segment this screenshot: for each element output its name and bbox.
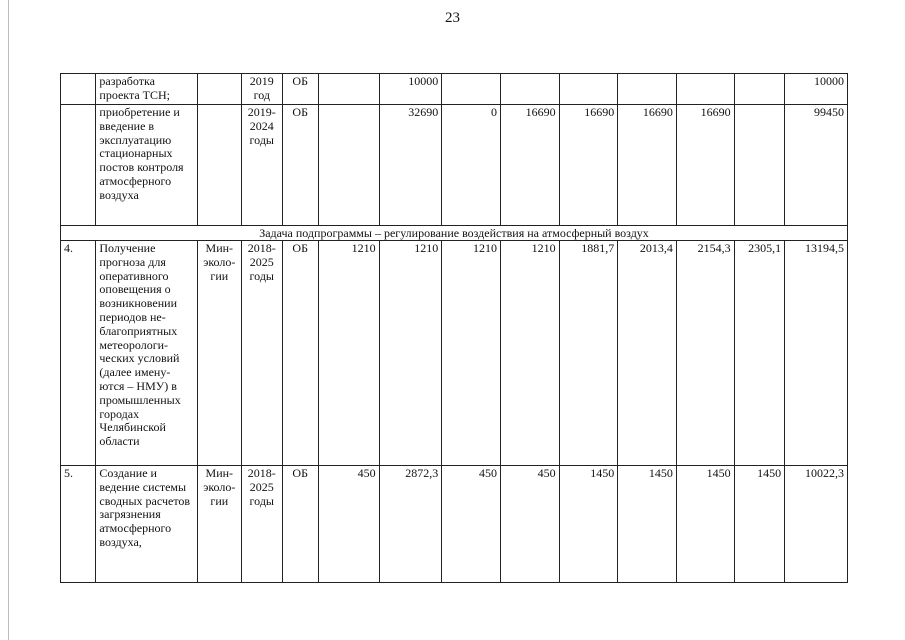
funding-source: ОБ [282,241,318,466]
value-cell: 1210 [500,241,559,466]
value-cell [442,74,501,105]
activity-name: Получение прогноза для оперативного оповещения о возникновении периодов не-благоприятных метеорологи-ческих условий (далее имену-ются – НМУ) в промышленных городах Челябинской области [96,241,197,466]
value-cell: 2872,3 [379,466,442,583]
value-cell [559,74,618,105]
period: 2018-2025 годы [242,466,282,583]
value-cell [500,74,559,105]
page-number: 23 [445,10,460,26]
value-cell: 1450 [734,466,785,583]
table-row [61,105,848,226]
table-row [61,466,848,583]
period: 2018-2025 годы [242,241,282,466]
value-cell: 1210 [318,241,379,466]
activity-name: приобретение и введение в эксплуатацию стационарных постов контроля атмосферного воздуха [96,105,197,226]
value-cell [318,74,379,105]
value-cell: 1450 [559,466,618,583]
total-cell: 10022,3 [785,466,848,583]
value-cell: 16690 [676,105,734,226]
value-cell: 1881,7 [559,241,618,466]
value-cell [734,105,785,226]
value-cell: 450 [442,466,501,583]
value-cell: 2305,1 [734,241,785,466]
funding-source: ОБ [282,466,318,583]
executor [197,105,242,226]
value-cell [618,74,677,105]
row-number [61,105,96,226]
value-cell: 1210 [379,241,442,466]
value-cell: 1450 [676,466,734,583]
funding-source: ОБ [282,74,318,105]
row-number [61,74,96,105]
task-heading: Задача подпрограммы – регулирование воздействия на атмосферный воздух [61,226,848,241]
value-cell: 16690 [500,105,559,226]
value-cell: 10000 [379,74,442,105]
period: 2019 год [242,74,282,105]
task-heading-row [61,226,848,241]
value-cell: 2154,3 [676,241,734,466]
table-row [61,241,848,466]
executor: Мин-эколо-гии [197,466,242,583]
value-cell: 16690 [618,105,677,226]
value-cell: 1450 [618,466,677,583]
value-cell: 1210 [442,241,501,466]
total-cell: 10000 [785,74,848,105]
value-cell [676,74,734,105]
activity-name: разработка проекта ТСН; [96,74,197,105]
total-cell: 99450 [785,105,848,226]
value-cell [318,105,379,226]
value-cell: 450 [318,466,379,583]
value-cell: 2013,4 [618,241,677,466]
value-cell: 0 [442,105,501,226]
value-cell: 450 [500,466,559,583]
budget-table [60,73,848,583]
value-cell [734,74,785,105]
value-cell: 16690 [559,105,618,226]
activity-name: Создание и ведение системы сводных расчетов загрязнения атмосферного воздуха, [96,466,197,583]
period: 2019-2024 годы [242,105,282,226]
row-number: 5. [61,466,96,583]
funding-source: ОБ [282,105,318,226]
total-cell: 13194,5 [785,241,848,466]
table-row [61,74,848,105]
value-cell: 32690 [379,105,442,226]
row-number: 4. [61,241,96,466]
page-edge-line [8,0,9,640]
executor: Мин-эколо-гии [197,241,242,466]
executor [197,74,242,105]
